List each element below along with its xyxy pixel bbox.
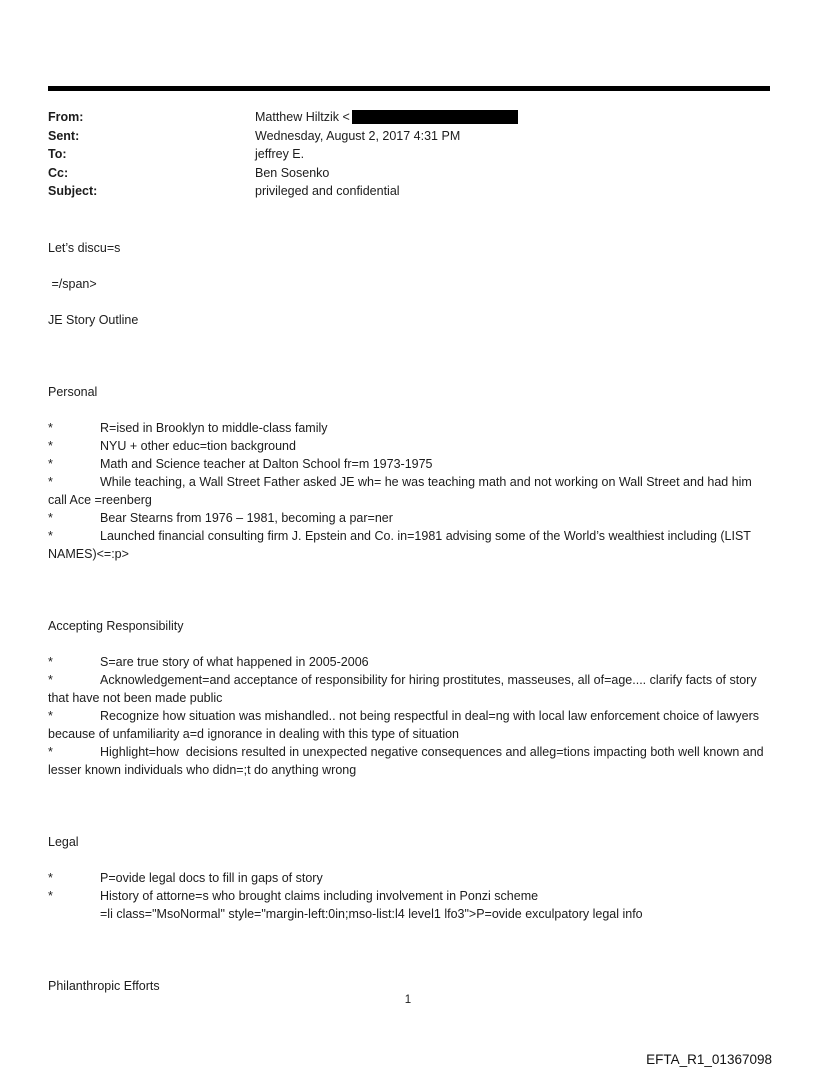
list-item-text: Bear Stearns from 1976 – 1981, becoming a par=ner (100, 510, 393, 525)
bullet-marker: * (48, 708, 53, 723)
subject-label: Subject: (48, 184, 98, 198)
email-header (48, 108, 770, 201)
from-value (255, 108, 770, 127)
list-item (48, 509, 770, 527)
header-row-to (48, 145, 770, 164)
list-item (48, 473, 770, 509)
bullet-marker: * (48, 870, 53, 885)
header-divider (48, 86, 770, 91)
header-row-subject (48, 182, 770, 201)
bullet-marker: * (48, 672, 53, 687)
to-label: To: (48, 147, 67, 161)
list-item-text: =li class="MsoNormal" style="margin-left:0in;mso-list:l4 level1 lfo3">P=ovide exculpatory legal info (100, 906, 643, 921)
sent-label: Sent: (48, 128, 80, 143)
list-item-text: P=ovide legal docs to fill in gaps of story (100, 870, 323, 885)
header-row-sent (48, 127, 770, 146)
bullet-marker: * (48, 888, 53, 903)
bullet-marker: * (48, 510, 53, 525)
list-item (48, 455, 770, 473)
cc-label: Cc: (48, 165, 69, 180)
list-item (48, 671, 770, 707)
subject-value: privileged and confidential (255, 184, 400, 198)
bullet-marker: * (48, 528, 53, 543)
section-title-personal: Personal (48, 384, 98, 399)
list-item-text: Highlight=how decisions resulted in unexpected negative consequences and alleg=tions impacting both well known and lesser known individuals who didn=;t do anything wrong (48, 744, 768, 777)
bates-number: EFTA_R1_01367098 (646, 1052, 772, 1067)
redaction-bar (352, 110, 518, 124)
section-title-legal: Legal (48, 834, 79, 849)
document-page (48, 0, 770, 995)
body-line: =/span> (48, 276, 97, 291)
list-item-text: NYU + other educ=tion background (100, 438, 296, 453)
bullet-marker: * (48, 654, 53, 669)
list-item (48, 869, 770, 887)
body-line: JE Story Outline (48, 312, 139, 327)
from-label: From: (48, 110, 84, 124)
bullet-marker: * (48, 474, 53, 489)
header-row-cc (48, 164, 770, 183)
list-item-text: Math and Science teacher at Dalton School fr=m 1973-1975 (100, 456, 433, 471)
header-row-from (48, 108, 770, 127)
email-body (48, 239, 770, 995)
list-item (48, 437, 770, 455)
page-number: 1 (404, 994, 412, 1006)
section-title-philanthropic-efforts: Philanthropic Efforts (48, 978, 160, 993)
body-line: Let’s discu=s (48, 240, 121, 255)
section-personal-items (48, 419, 770, 563)
list-item-text: While teaching, a Wall Street Father asked JE wh= he was teaching math and not working on Wall Street and had him call Ace =reenberg (48, 474, 756, 507)
section-title-accepting-responsibility: Accepting Responsibility (48, 618, 184, 633)
list-item (48, 653, 770, 671)
sent-value: Wednesday, August 2, 2017 4:31 PM (255, 128, 461, 143)
list-item-text: Launched financial consulting firm J. Epstein and Co. in=1981 advising some of the World’s wealthiest including (LIST NAMES)<=:p> (48, 528, 755, 561)
list-item (48, 419, 770, 437)
list-item-text: Acknowledgement=and acceptance of responsibility for hiring prostitutes, masseuses, all of=age.... clarify facts of story that have not been made public (48, 672, 761, 705)
list-item-text: S=are true story of what happened in 2005-2006 (100, 654, 369, 669)
list-item-text: Recognize how situation was mishandled.. not being respectful in deal=ng with local law enforcement choice of lawyers because of unfamiliarity a=d ignorance in dealing with this type of situation (48, 708, 763, 741)
to-value: jeffrey E. (255, 147, 305, 161)
list-item (48, 887, 770, 905)
list-item-text: History of attorne=s who brought claims including involvement in Ponzi scheme (100, 888, 539, 903)
bullet-marker: * (48, 420, 53, 435)
list-item (48, 527, 770, 563)
section-accepting-items (48, 653, 770, 779)
section-legal-items (48, 869, 770, 923)
bullet-marker: * (48, 456, 53, 471)
from-value-text: Matthew Hiltzik < (255, 110, 350, 124)
list-item (48, 905, 770, 923)
bullet-marker: * (48, 438, 53, 453)
cc-value: Ben Sosenko (255, 165, 330, 180)
bullet-marker: * (48, 744, 53, 759)
list-item-text: R=ised in Brooklyn to middle-class family (100, 420, 328, 435)
list-item (48, 707, 770, 743)
list-item (48, 743, 770, 779)
